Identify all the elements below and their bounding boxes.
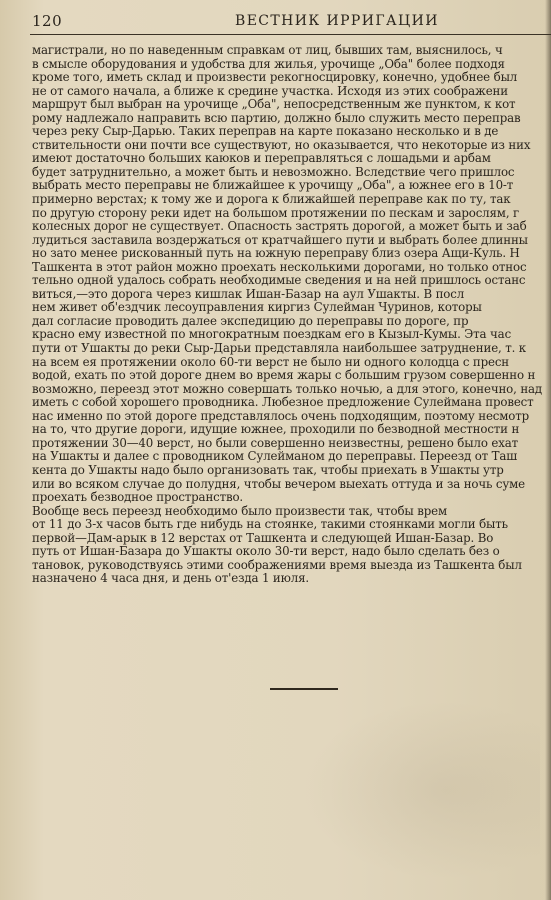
text-line: лудиться заставила воздержаться от кратчайшего пути и выбрать более длинны: [32, 233, 528, 247]
section-end-rule: [270, 688, 338, 690]
text-line: по другую сторону реки идет на большом протяжении по пескам и зарослям, г: [32, 206, 520, 220]
text-line: в смысле оборудования и удобства для жилья, урочище „Оба" более подходя: [32, 57, 505, 71]
text-line: не от самого начала, а ближе к средине участка. Исходя из этих соображени: [32, 84, 508, 98]
text-line: тельно одной удалось собрать необходимые сведения и на ней пришлось останс: [32, 274, 526, 288]
text-line: на то, что другие дороги, идущие южнее, проходили по безводной местности н: [32, 423, 520, 437]
text-line: Вообще весь переезд необходимо было произвести так, чтобы врем: [32, 504, 448, 518]
text-line: но зато менее рискованный путь на южную переправу близ озера Ащи-Куль. Н: [32, 247, 520, 261]
text-line: протяжении 30—40 верст, но были совершенно неизвестны, решено было ехат: [32, 436, 518, 450]
text-line: через реку Сыр-Дарью. Таких переправ на карте показано несколько и в де: [32, 125, 499, 139]
text-line: водой, ехать по этой дороге днем во время жары с большим грузом совершенно н: [32, 369, 536, 383]
text-line: кента до Ушакты надо было организовать так, чтобы приехать в Ушакты утр: [32, 463, 504, 477]
text-line: первой—Дам-арык в 12 верстах от Ташкента и следующей Ишан-Базар. Во: [32, 531, 494, 545]
text-line: нем живет об'ездчик лесоуправления киргиз Сулейман Чуринов, которы: [32, 301, 482, 315]
text-line: возможно, переезд этот можно совершать только ночью, а для этого, конечно, над: [32, 382, 543, 396]
running-title: ВЕСТНИК ИРРИГАЦИИ: [235, 13, 439, 29]
body-text: [32, 44, 551, 586]
text-line: будет затруднительно, а может быть и невозможно. Вследствие чего пришлос: [32, 165, 515, 179]
text-line: дал согласие проводить далее экспедицию до переправы по дороге, пр: [32, 314, 469, 328]
text-line: красно ему известной по многократным поездкам его в Кызыл-Кумы. Эта час: [32, 328, 512, 342]
text-line: тановок, руководствуясь этими соображениями время выезда из Ташкента был: [32, 558, 522, 572]
text-line: маршрут был выбран на урочище „Оба", непосредственным же пунктом, к кот: [32, 98, 516, 112]
binding-shadow: [545, 0, 551, 900]
text-line: назначено 4 часа дня, и день от'езда 1 июля.: [32, 572, 309, 586]
text-line: примерно верстах; к тому же и дорога к ближайшей переправе как по ту, так: [32, 193, 511, 207]
text-line: виться,—это дорога через кишлак Ишан-Базар на аул Ушакты. В посл: [32, 287, 465, 301]
show-through-stain: [300, 700, 540, 880]
text-line: проехать безводное пространство.: [32, 491, 244, 505]
text-line: кроме того, иметь склад и произвести рекогносцировку, конечно, удобнее был: [32, 71, 518, 85]
text-line: магистрали, но по наведенным справкам от лиц, бывших там, выяснилось, ч: [32, 44, 503, 57]
page-number: 120: [32, 12, 63, 30]
text-line: имеют достаточно больших каюков и переправляться с лошадьми и арбам: [32, 152, 491, 166]
text-line: на всем ея протяжении около 60-ти верст не было ни одного колодца с пресн: [32, 355, 509, 369]
page-header: [30, 10, 551, 35]
text-line: колесных дорог не существует. Опасность застрять дорогой, а может быть и заб: [32, 220, 527, 234]
text-line: нас именно по этой дороге представлялось очень подходящим, поэтому несмотр: [32, 409, 530, 423]
text-line: ствительности они почти все существуют, но оказывается, что некоторые из них: [32, 138, 531, 152]
text-line: иметь с собой хорошего проводника. Любезное предложение Сулеймана провест: [32, 396, 534, 410]
text-line: на Ушакты и далее с проводником Сулейманом до переправы. Переезд от Таш: [32, 450, 518, 464]
text-line: путь от Ишан-Базара до Ушакты около 30-ти верст, надо было сделать без о: [32, 545, 500, 559]
text-line: выбрать место переправы не ближайшее к урочищу „Оба", а южнее его в 10-т: [32, 179, 514, 193]
text-line: или во всяком случае до полудня, чтобы вечером выехать оттуда и за ночь суме: [32, 477, 526, 491]
text-line: пути от Ушакты до реки Сыр-Дарьи представляла наибольшее затруднение, т. к: [32, 342, 527, 356]
text-line: Ташкента в этот район можно проехать несколькими дорогами, но только относ: [32, 260, 527, 274]
text-line: от 11 до 3-х часов быть где нибудь на стоянке, такими стоянками могли быть: [32, 518, 508, 532]
text-line: рому надлежало направить всю партию, должно было служить место переправ: [32, 111, 521, 125]
